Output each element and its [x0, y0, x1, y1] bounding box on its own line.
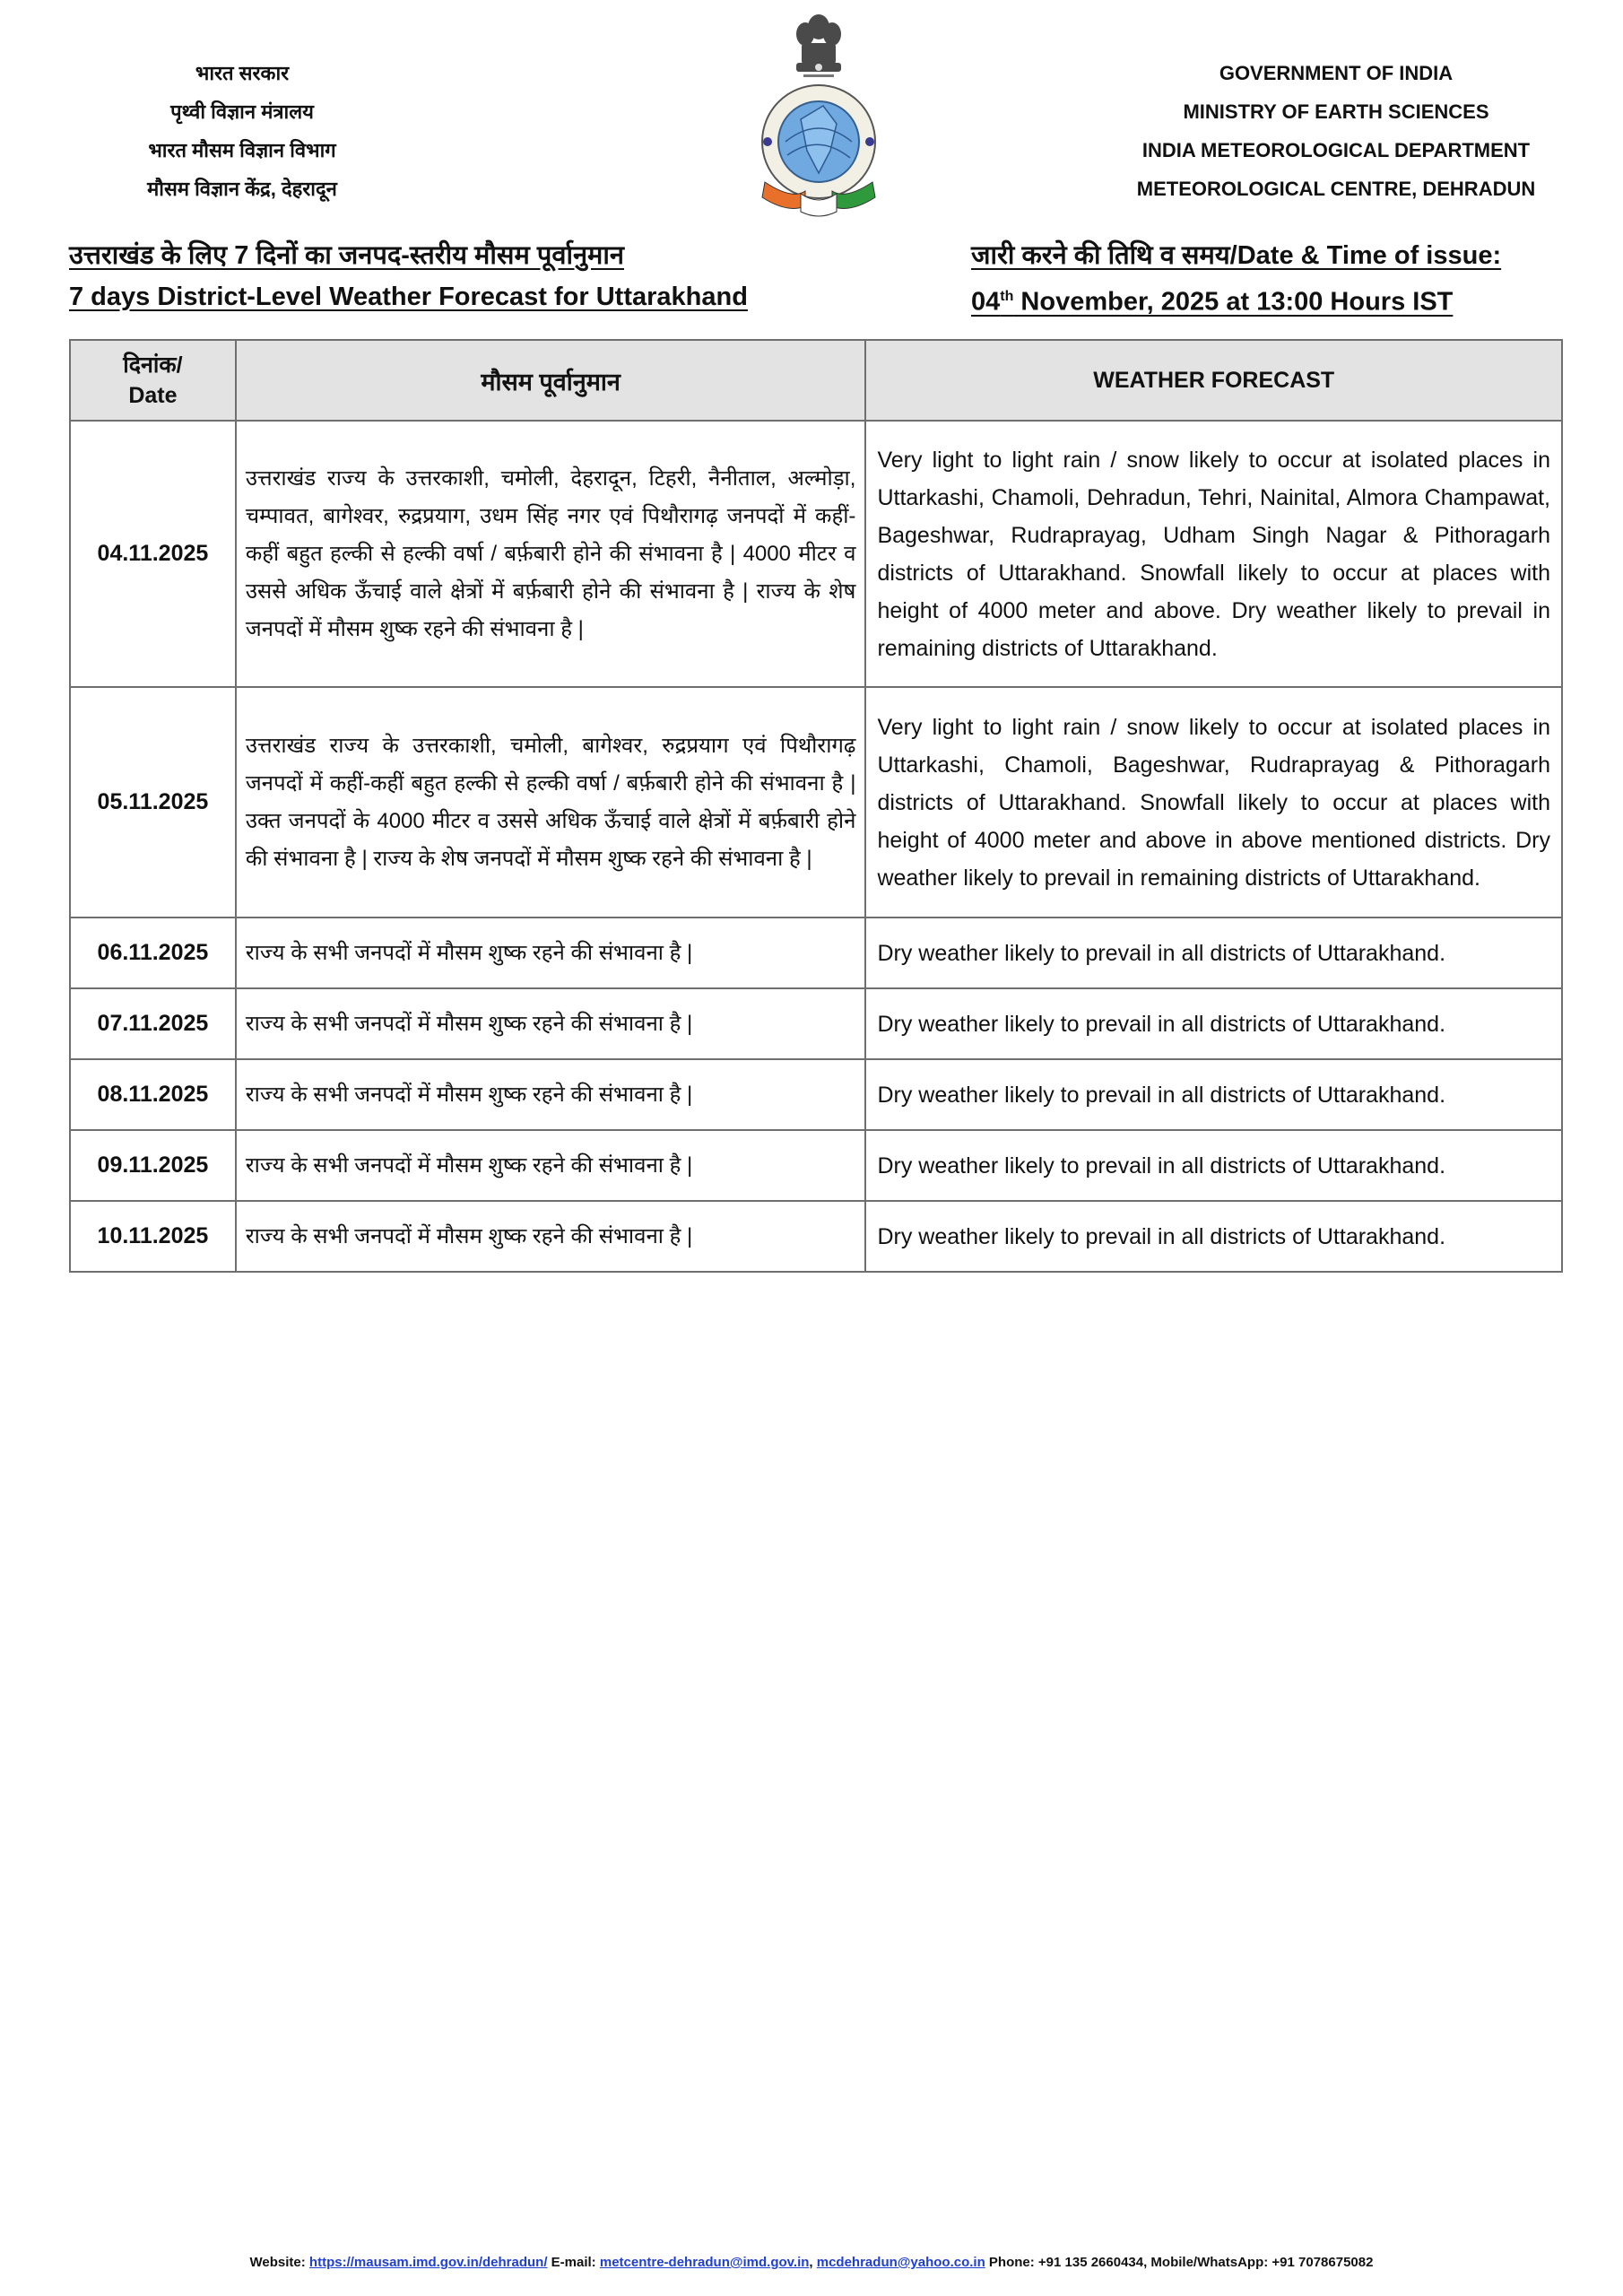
row-date: 10.11.2025: [70, 1201, 236, 1272]
website-label: Website:: [249, 2255, 309, 2270]
header-hindi: [126, 54, 359, 208]
row-forecast-english: Dry weather likely to prevail in all districts of Uttarakhand.: [865, 918, 1562, 988]
table-row: [70, 1201, 1562, 1272]
header-hindi-line: भारत मौसम विज्ञान विभाग: [148, 139, 336, 161]
email-separator: ,: [809, 2255, 817, 2270]
header-english-line: GOVERNMENT OF INDIA: [1219, 62, 1454, 84]
row-forecast-hindi: राज्य के सभी जनपदों में मौसम शुष्क रहने की संभावना है |: [236, 918, 866, 988]
row-date: 06.11.2025: [70, 918, 236, 988]
row-forecast-hindi: उत्तराखंड राज्य के उत्तरकाशी, चमोली, बागेश्वर, रुद्रप्रयाग एवं पिथौरागढ़ जनपदों में कहीं-कहीं बहुत हल्की से हल्की वर्षा / बर्फ़बारी होने की संभावना है | उक्त जनपदों के 4000 मीटर व उससे अधिक ऊँचाई वाले क्षेत्रों में बर्फ़बारी होने की संभावना है | राज्य के शेष जनपदों में मौसम शुष्क रहने की संभावना है |: [236, 687, 866, 918]
row-forecast-english: Very light to light rain / snow likely to occur at isolated places in Uttarkashi, Chamoli, Bageshwar, Rudraprayag & Pithoragarh districts of Uttarakhand. Snowfall likely to occur at places with height of 4000 meter and above in above mentioned districts. Dry weather likely to prevail in remaining districts of Uttarakhand.: [865, 687, 1562, 918]
header-hindi-line: भारत सरकार: [195, 62, 290, 84]
row-forecast-hindi: राज्य के सभी जनपदों में मौसम शुष्क रहने की संभावना है |: [236, 1201, 866, 1272]
date-header-hindi: दिनांक/: [123, 352, 183, 378]
email-link-imd[interactable]: metcentre-dehradun@imd.gov.in: [599, 2255, 810, 2270]
document-title: [69, 235, 748, 317]
row-forecast-english: Dry weather likely to prevail in all districts of Uttarakhand.: [865, 988, 1562, 1059]
forecast-table: [69, 339, 1563, 1273]
row-date: 09.11.2025: [70, 1130, 236, 1201]
issue-day-suffix: th: [1000, 289, 1014, 304]
footer-contact: [0, 2255, 1623, 2270]
row-forecast-english: Dry weather likely to prevail in all districts of Uttarakhand.: [865, 1130, 1562, 1201]
header-english-line: INDIA METEOROLOGICAL DEPARTMENT: [1141, 139, 1531, 161]
row-forecast-hindi: राज्य के सभी जनपदों में मौसम शुष्क रहने की संभावना है |: [236, 1059, 866, 1130]
table-row: [70, 988, 1562, 1059]
header-hindi-line: पृथ्वी विज्ञान मंत्रालय: [170, 100, 314, 123]
issue-info: [971, 235, 1501, 323]
table-row: [70, 687, 1562, 918]
column-header-date: [70, 340, 236, 421]
issue-day: 04: [971, 287, 1001, 317]
row-forecast-english: Dry weather likely to prevail in all districts of Uttarakhand.: [865, 1201, 1562, 1272]
issue-datetime: [971, 276, 1501, 323]
header-english-line: MINISTRY OF EARTH SCIENCES: [1183, 100, 1489, 123]
row-forecast-hindi: राज्य के सभी जनपदों में मौसम शुष्क रहने की संभावना है |: [236, 1130, 866, 1201]
row-forecast-english: Dry weather likely to prevail in all districts of Uttarakhand.: [865, 1059, 1562, 1130]
table-header-row: [70, 340, 1562, 421]
table-row: [70, 1059, 1562, 1130]
row-forecast-english: Very light to light rain / snow likely to occur at isolated places in Uttarkashi, Chamoli, Dehradun, Tehri, Nainital, Almora Champawat, Bageshwar, Rudraprayag, Udham Singh Nagar & Pithoragarh districts of Uttarakhand. Snowfall likely to occur at places with height of 4000 meter and above. Dry weather likely to prevail in remaining districts of Uttarakhand.: [865, 421, 1562, 687]
header-english-line: METEOROLOGICAL CENTRE, DEHRADUN: [1136, 178, 1536, 200]
table-row: [70, 1130, 1562, 1201]
column-header-forecast-english: WEATHER FORECAST: [865, 340, 1562, 421]
column-header-forecast-hindi: मौसम पूर्वानुमान: [236, 340, 866, 421]
phone-info: Phone: +91 135 2660434, Mobile/WhatsApp: +91 7078675082: [985, 2255, 1374, 2270]
issue-label: जारी करने की तिथि व समय/Date & Time of issue:: [971, 241, 1502, 270]
email-label: E-mail:: [547, 2255, 600, 2270]
row-forecast-hindi: उत्तराखंड राज्य के उत्तरकाशी, चमोली, देहरादून, टिहरी, नैनीताल, अल्मोड़ा, चम्पावत, बागेश्वर, रुद्रप्रयाग, उधम सिंह नगर एवं पिथौरागढ़ जनपदों में कहीं-कहीं बहुत हल्की से हल्की वर्षा / बर्फ़बारी होने की संभावना है | 4000 मीटर व उससे अधिक ऊँचाई वाले क्षेत्रों में बर्फ़बारी होने की संभावना है | राज्य के शेष जनपदों में मौसम शुष्क रहने की संभावना है |: [236, 421, 866, 687]
issue-date-rest: November, 2025 at 13:00 Hours IST: [1013, 287, 1454, 317]
row-date: 08.11.2025: [70, 1059, 236, 1130]
header-english: [1130, 54, 1542, 208]
email-link-yahoo[interactable]: mcdehradun@yahoo.co.in: [816, 2255, 985, 2270]
table-row: [70, 918, 1562, 988]
header-hindi-line: मौसम विज्ञान केंद्र, देहरादून: [147, 178, 337, 200]
row-date: 05.11.2025: [70, 687, 236, 918]
row-forecast-hindi: राज्य के सभी जनपदों में मौसम शुष्क रहने की संभावना है |: [236, 988, 866, 1059]
row-date: 07.11.2025: [70, 988, 236, 1059]
date-header-english: Date: [128, 383, 178, 408]
lion-capital-icon: [796, 14, 841, 77]
imd-emblem-icon: [751, 7, 886, 222]
table-row: [70, 421, 1562, 687]
title-hindi: उत्तराखंड के लिए 7 दिनों का जनपद-स्तरीय मौसम पूर्वानुमान: [69, 241, 625, 270]
title-english: 7 days District-Level Weather Forecast for Uttarakhand: [69, 283, 748, 311]
row-date: 04.11.2025: [70, 421, 236, 687]
website-link[interactable]: https://mausam.imd.gov.in/dehradun/: [308, 2255, 548, 2270]
